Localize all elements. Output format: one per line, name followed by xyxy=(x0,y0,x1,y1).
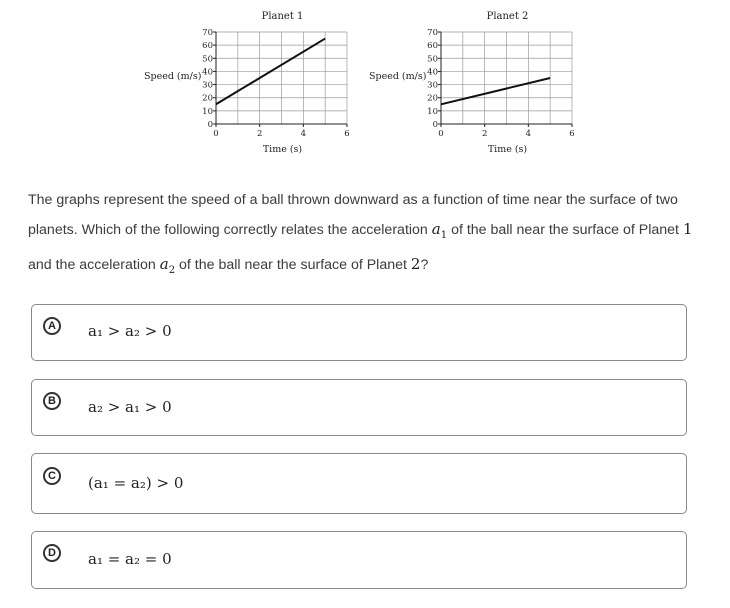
y-tick-label: 30 xyxy=(202,80,213,91)
question-part-3: and the acceleration xyxy=(28,257,156,273)
y-axis-label: Speed (m/s) xyxy=(369,71,427,82)
y-tick-label: 10 xyxy=(427,106,438,117)
choice-a-letter: A xyxy=(43,317,61,335)
y-tick-label: 20 xyxy=(202,93,213,104)
x-tick-label: 6 xyxy=(569,129,575,139)
planet-number-2: 2 xyxy=(410,255,421,273)
y-axis-label: Speed (m/s) xyxy=(144,71,202,82)
x-tick-label: 0 xyxy=(438,129,444,139)
choice-d-text: a₁ = a₂ = 0 xyxy=(88,550,172,568)
y-tick-label: 70 xyxy=(427,28,438,38)
question-part-2: of the ball near the surface of Planet xyxy=(451,221,679,238)
var-a1: $a_1$ xyxy=(431,219,448,241)
choice-c[interactable] xyxy=(31,453,687,514)
choice-b[interactable] xyxy=(31,379,687,436)
choice-d[interactable] xyxy=(31,531,687,589)
graph-planet-1-svg xyxy=(140,0,370,160)
x-tick-label: 0 xyxy=(213,129,219,139)
y-tick-label: 30 xyxy=(427,80,438,91)
x-tick-label: 2 xyxy=(481,129,488,139)
y-tick-label: 0 xyxy=(207,120,213,130)
y-tick-label: 50 xyxy=(202,54,213,65)
graph-planet-2 xyxy=(365,0,595,160)
y-tick-label: 50 xyxy=(427,54,438,65)
choice-d-letter: D xyxy=(43,544,61,562)
planet-number-1: 1 xyxy=(682,219,693,238)
choice-b-letter: B xyxy=(43,392,61,410)
choice-c-text: (a₁ = a₂) > 0 xyxy=(88,474,184,492)
y-tick-label: 10 xyxy=(202,106,213,117)
choice-a[interactable] xyxy=(31,304,687,361)
choice-a-text: a₁ > a₂ > 0 xyxy=(88,322,172,340)
question-part-5: ? xyxy=(420,257,429,273)
x-tick-label: 4 xyxy=(300,129,307,139)
y-tick-label: 60 xyxy=(427,41,438,52)
graph-title: Planet 1 xyxy=(261,11,304,22)
x-axis-label: Time (s) xyxy=(262,144,303,155)
var-a2: $a_2$ xyxy=(159,255,176,276)
y-tick-label: 70 xyxy=(202,28,213,38)
graph-planet-1 xyxy=(140,0,370,160)
y-tick-label: 60 xyxy=(202,41,213,52)
x-axis-label: Time (s) xyxy=(487,144,528,155)
question-part-1: The graphs represent the speed of a ball thrown downward as a function of time near the surface of two planets. Which of the following correctly relates the acceleration xyxy=(28,192,678,238)
y-tick-label: 40 xyxy=(427,67,438,78)
x-tick-label: 2 xyxy=(256,129,263,139)
choice-b-text: a₂ > a₁ > 0 xyxy=(88,398,172,416)
x-tick-label: 6 xyxy=(344,129,350,139)
speed-line xyxy=(441,78,550,104)
question-text xyxy=(28,186,708,286)
graph-planet-2-svg xyxy=(365,0,595,160)
choice-c-letter: C xyxy=(43,467,61,485)
x-tick-label: 4 xyxy=(525,129,532,139)
y-tick-label: 0 xyxy=(432,120,438,130)
y-tick-label: 20 xyxy=(427,93,438,104)
question-part-4: of the ball near the surface of Planet xyxy=(179,257,407,273)
graph-title: Planet 2 xyxy=(486,11,529,22)
y-tick-label: 40 xyxy=(202,67,213,78)
